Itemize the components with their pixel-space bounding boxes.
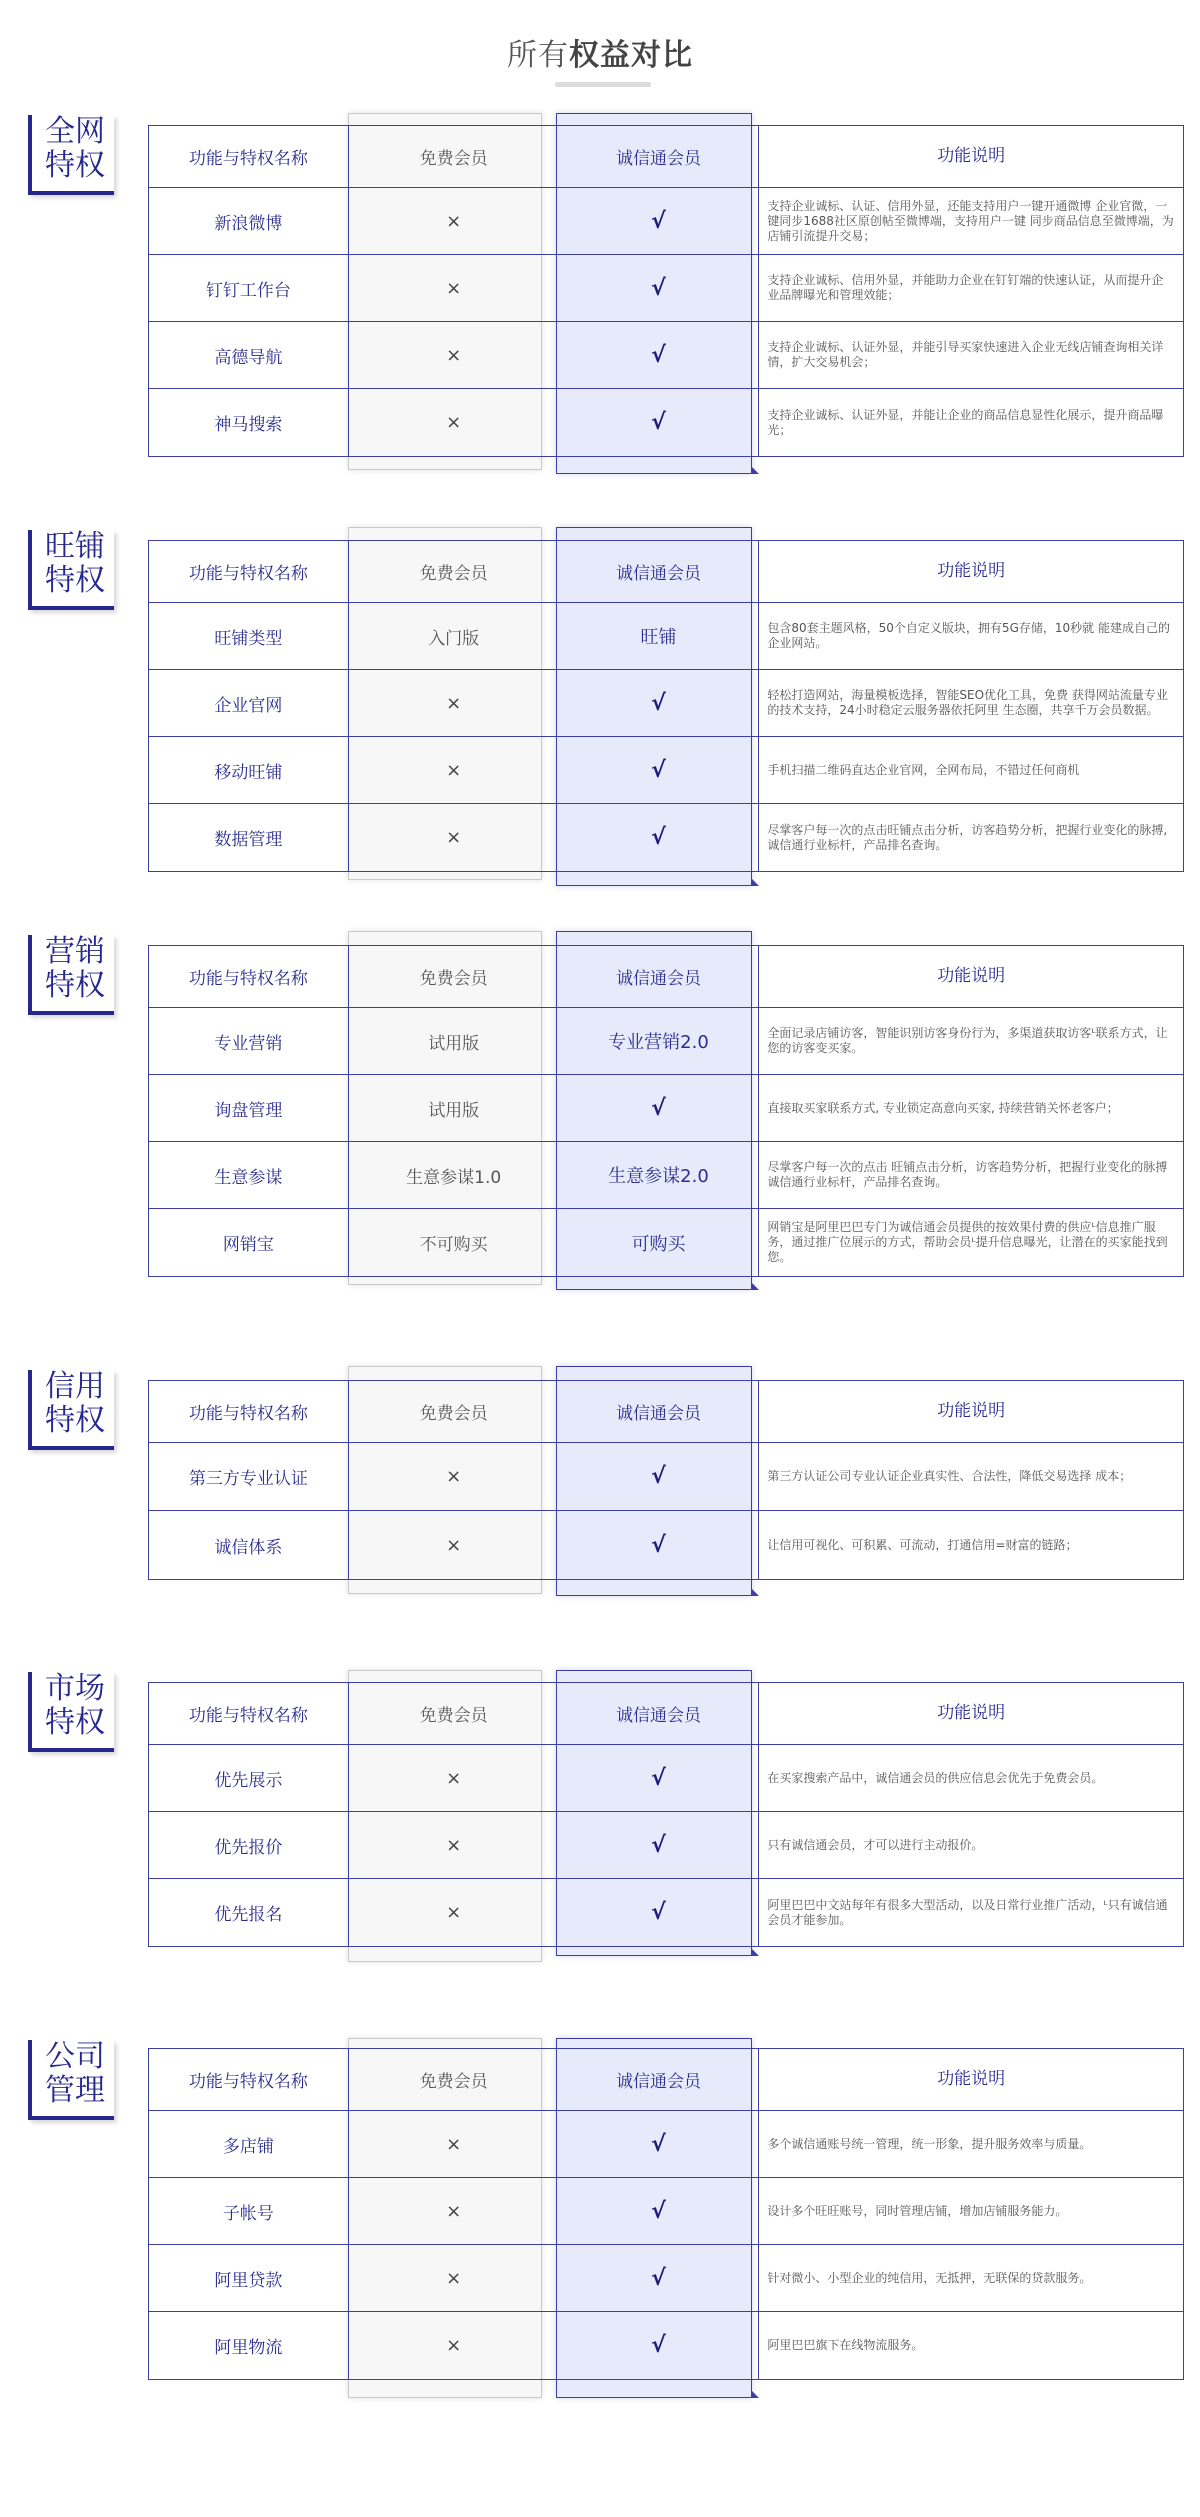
description-cell: 第三方认证公司专业认证企业真实性、合法性，降低交易选择 成本；: [758, 1443, 1184, 1510]
feature-name-cell: 功能与特权名称: [149, 126, 349, 187]
feature-name-cell: 第三方专业认证: [149, 1443, 349, 1510]
table-row: [149, 1745, 1184, 1812]
description-cell: 阿里巴巴旗下在线物流服务。: [758, 2312, 1184, 2379]
feature-name-cell: 诚信体系: [149, 1511, 349, 1579]
feature-name-cell: 阿里贷款: [149, 2245, 349, 2311]
free-member-cell: 免费会员: [419, 564, 488, 584]
vip-member-cell: 旺铺: [640, 627, 677, 648]
feature-name-cell: 功能与特权名称: [149, 1381, 349, 1442]
description-cell: 尽掌客户每一次的点击旺铺点击分析，访客趋势分析，把握行业变化的脉搏, 诚信通行业标杆，产品排名查询。: [758, 804, 1184, 871]
table-row: [149, 670, 1184, 737]
free-member-cell: ×: [446, 2267, 462, 2289]
free-member-cell: ×: [446, 210, 462, 232]
table-header-row: [149, 541, 1184, 603]
free-member-cell: ×: [446, 827, 462, 848]
feature-name-cell: 钉钉工作台: [149, 255, 349, 321]
section-label-line: 特权: [45, 1705, 105, 1740]
free-member-cell: ×: [446, 692, 462, 714]
feature-name-cell: 优先报价: [149, 1812, 349, 1878]
description-cell: 网销宝是阿里巴巴专门为诚信通会员提供的按效果付费的供应ᴸ信息推广服务，通过推广位展示的方式，帮助会员ᴸ提升信息曝光，让潜在的买家能找到您。: [758, 1209, 1184, 1276]
description-cell: 包含80套主题风格，50个自定义版块，拥有5G存储，10秒就 能建成自己的企业网站。: [758, 603, 1184, 669]
section-label-line: 特权: [45, 968, 105, 1003]
description-cell: 功能说明: [758, 1683, 1184, 1744]
vip-member-cell: √: [651, 208, 666, 234]
feature-name-cell: 询盘管理: [149, 1075, 349, 1141]
table-row: [149, 188, 1184, 255]
table-row: [149, 1879, 1184, 1946]
feature-name-cell: 生意参谋: [149, 1142, 349, 1208]
description-cell: 轻松打造网站，海量模板选择，智能SEO优化工具，免费 获得网站流量专业的技术支持，24小时稳定云服务器依托阿里 生态圈，共享千万会员数据。: [758, 670, 1184, 736]
vip-member-cell: √: [651, 275, 666, 301]
comparison-table: [148, 1682, 1184, 1947]
table-row: [149, 2312, 1184, 2379]
free-member-cell: 试用版: [428, 1100, 480, 1121]
table-row: [149, 2245, 1184, 2312]
description-cell: 在买家搜索产品中，诚信通会员的供应信息会优先于免费会员。: [758, 1745, 1184, 1811]
vip-member-cell: 诚信通会员: [615, 1404, 701, 1424]
free-member-cell: 免费会员: [419, 2072, 488, 2092]
free-member-cell: 生意参谋1.0: [406, 1167, 502, 1188]
page-title: [0, 30, 1200, 74]
feature-name-cell: 子帐号: [149, 2178, 349, 2244]
description-cell: 针对微小、小型企业的纯信用，无抵押，无联保的贷款服务。: [758, 2245, 1184, 2311]
free-member-cell: 试用版: [428, 1033, 480, 1054]
description-cell: 全面记录店铺访客，智能识别访客身份行为，多渠道获取访客ᴸ联系方式，让您的访客变买家。: [758, 1008, 1184, 1074]
feature-name-cell: 新浪微博: [149, 188, 349, 254]
description-cell: 手机扫描二维码直达企业官网，全网布局，不错过任何商机: [758, 737, 1184, 803]
vip-member-cell: √: [651, 1765, 666, 1791]
free-member-cell: 入门版: [428, 628, 480, 649]
free-member-cell: ×: [446, 2133, 462, 2155]
table-row: [149, 1008, 1184, 1075]
description-cell: 支持企业诚标、认证外显，并能让企业的商品信息显性化展示，提升商品曝光；: [758, 389, 1184, 456]
vip-member-cell: √: [651, 1900, 666, 1925]
table-row: [149, 2178, 1184, 2245]
description-cell: 支持企业诚标、信用外显，并能助力企业在钉钉端的快速认证，从而提升企业品牌曝光和管理效能；: [758, 255, 1184, 321]
vip-member-cell: 诚信通会员: [615, 564, 701, 584]
vip-member-cell: √: [651, 1832, 666, 1858]
section-label: [28, 1370, 114, 1450]
vip-member-cell: √: [651, 2333, 666, 2358]
section-label-line: 特权: [45, 563, 105, 598]
feature-name-cell: 功能与特权名称: [149, 946, 349, 1007]
feature-name-cell: 功能与特权名称: [149, 541, 349, 602]
free-member-cell: ×: [446, 2335, 462, 2356]
vip-member-cell: √: [651, 2131, 666, 2157]
feature-name-cell: 神马搜索: [149, 389, 349, 456]
table-row: [149, 1142, 1184, 1209]
feature-name-cell: 旺铺类型: [149, 603, 349, 669]
vip-member-cell: 诚信通会员: [615, 969, 701, 989]
description-cell: 功能说明: [758, 1381, 1184, 1442]
section-label: [28, 530, 114, 610]
vip-member-cell: √: [651, 2265, 666, 2291]
description-cell: 多个诚信通账号统一管理，统一形象，提升服务效率与质量。: [758, 2111, 1184, 2177]
table-header-row: [149, 1683, 1184, 1745]
table-row: [149, 255, 1184, 322]
table-row: [149, 1209, 1184, 1276]
table-row: [149, 322, 1184, 389]
description-cell: 设计多个旺旺账号，同时管理店铺，增加店铺服务能力。: [758, 2178, 1184, 2244]
vip-member-cell: 诚信通会员: [615, 149, 701, 169]
free-member-cell: ×: [446, 1534, 462, 1556]
description-cell: 让信用可视化、可积累、可流动，打通信用=财富的链路；: [758, 1511, 1184, 1579]
vip-member-cell: √: [651, 410, 666, 435]
feature-name-cell: 优先展示: [149, 1745, 349, 1811]
feature-name-cell: 企业官网: [149, 670, 349, 736]
free-member-cell: 免费会员: [419, 1706, 488, 1726]
free-member-cell: ×: [446, 1902, 462, 1923]
section-label-line: 市场: [45, 1671, 105, 1706]
section-label-line: 信用: [45, 1369, 105, 1404]
description-cell: 尽掌客户每一次的点击 旺铺点击分析，访客趋势分析，把握行业变化的脉搏 诚信通行业标杆，产品排名查询。: [758, 1142, 1184, 1208]
section-label: [28, 1672, 114, 1752]
free-member-cell: ×: [446, 412, 462, 433]
table-header-row: [149, 2049, 1184, 2111]
description-cell: 阿里巴巴中文站每年有很多大型活动，以及日常行业推广活动，ᴸ只有诚信通会员才能参加。: [758, 1879, 1184, 1946]
description-cell: 支持企业诚标、认证、信用外显，还能支持用户一键开通微博 企业官微，一键同步1688社区原创帖至微博端，支持用户一键 同步商品信息至微博端，为店铺引流提升交易；: [758, 188, 1184, 254]
title-prefix: 所有: [507, 38, 569, 73]
comparison-table: [148, 1380, 1184, 1580]
free-member-cell: ×: [446, 2200, 462, 2222]
table-header-row: [149, 946, 1184, 1008]
free-member-cell: ×: [446, 1466, 462, 1487]
free-member-cell: 免费会员: [419, 149, 488, 169]
free-member-cell: ×: [446, 759, 462, 781]
description-cell: 直接取买家联系方式, 专业锁定高意向买家, 持续营销关怀老客户；: [758, 1075, 1184, 1141]
vip-member-cell: 专业营销2.0: [608, 1032, 709, 1053]
feature-name-cell: 网销宝: [149, 1209, 349, 1276]
feature-name-cell: 阿里物流: [149, 2312, 349, 2379]
vip-member-cell: √: [651, 757, 666, 783]
vip-member-cell: √: [651, 2198, 666, 2224]
feature-name-cell: 高德导航: [149, 322, 349, 388]
vip-member-cell: 诚信通会员: [615, 2072, 701, 2092]
vip-member-cell: √: [651, 1095, 666, 1121]
description-cell: 功能说明: [758, 2049, 1184, 2110]
table-row: [149, 2111, 1184, 2178]
description-cell: 只有诚信通会员，才可以进行主动报价。: [758, 1812, 1184, 1878]
vip-member-cell: 可购买: [631, 1233, 686, 1255]
table-row: [149, 1443, 1184, 1511]
section-label-line: 特权: [45, 1403, 105, 1438]
section-label: [28, 2040, 114, 2120]
table-row: [149, 1812, 1184, 1879]
table-header-row: [149, 126, 1184, 188]
description-cell: 支持企业诚标、认证外显，并能引导买家快速进入企业无线店铺查询相关详情，扩大交易机会；: [758, 322, 1184, 388]
free-member-cell: 免费会员: [419, 969, 488, 989]
section-label-line: 旺铺: [45, 529, 105, 564]
section-label-line: 管理: [45, 2073, 105, 2108]
table-row: [149, 804, 1184, 871]
table-row: [149, 389, 1184, 456]
section-label: [28, 935, 114, 1015]
comparison-table: [148, 2048, 1184, 2380]
feature-name-cell: 移动旺铺: [149, 737, 349, 803]
free-member-cell: ×: [446, 1834, 462, 1856]
table-header-row: [149, 1381, 1184, 1443]
table-row: [149, 737, 1184, 804]
section-label-line: 特权: [45, 148, 105, 183]
feature-name-cell: 多店铺: [149, 2111, 349, 2177]
vip-member-cell: √: [651, 690, 666, 716]
title-underline: [555, 82, 651, 87]
vip-member-cell: 生意参谋2.0: [608, 1166, 709, 1187]
comparison-table: [148, 945, 1184, 1277]
free-member-cell: ×: [446, 277, 462, 299]
comparison-table: [148, 540, 1184, 872]
free-member-cell: ×: [446, 344, 462, 366]
section-label-line: 公司: [45, 2039, 105, 2074]
vip-member-cell: √: [651, 342, 666, 368]
title-bold: 权益对比: [569, 38, 693, 73]
table-row: [149, 1075, 1184, 1142]
section-label-line: 营销: [45, 934, 105, 969]
section-label: [28, 115, 114, 195]
feature-name-cell: 数据管理: [149, 804, 349, 871]
description-cell: 功能说明: [758, 541, 1184, 602]
free-member-cell: 不可购买: [419, 1235, 488, 1255]
free-member-cell: ×: [446, 1767, 462, 1789]
vip-member-cell: 诚信通会员: [615, 1706, 701, 1726]
vip-member-cell: √: [651, 825, 666, 850]
description-cell: 功能说明: [758, 126, 1184, 187]
feature-name-cell: 专业营销: [149, 1008, 349, 1074]
vip-member-cell: √: [651, 1464, 666, 1489]
table-row: [149, 603, 1184, 670]
feature-name-cell: 优先报名: [149, 1879, 349, 1946]
comparison-table: [148, 125, 1184, 457]
feature-name-cell: 功能与特权名称: [149, 1683, 349, 1744]
table-row: [149, 1511, 1184, 1579]
vip-member-cell: √: [651, 1532, 666, 1558]
description-cell: 功能说明: [758, 946, 1184, 1007]
feature-name-cell: 功能与特权名称: [149, 2049, 349, 2110]
free-member-cell: 免费会员: [419, 1404, 488, 1424]
section-label-line: 全网: [45, 114, 105, 149]
